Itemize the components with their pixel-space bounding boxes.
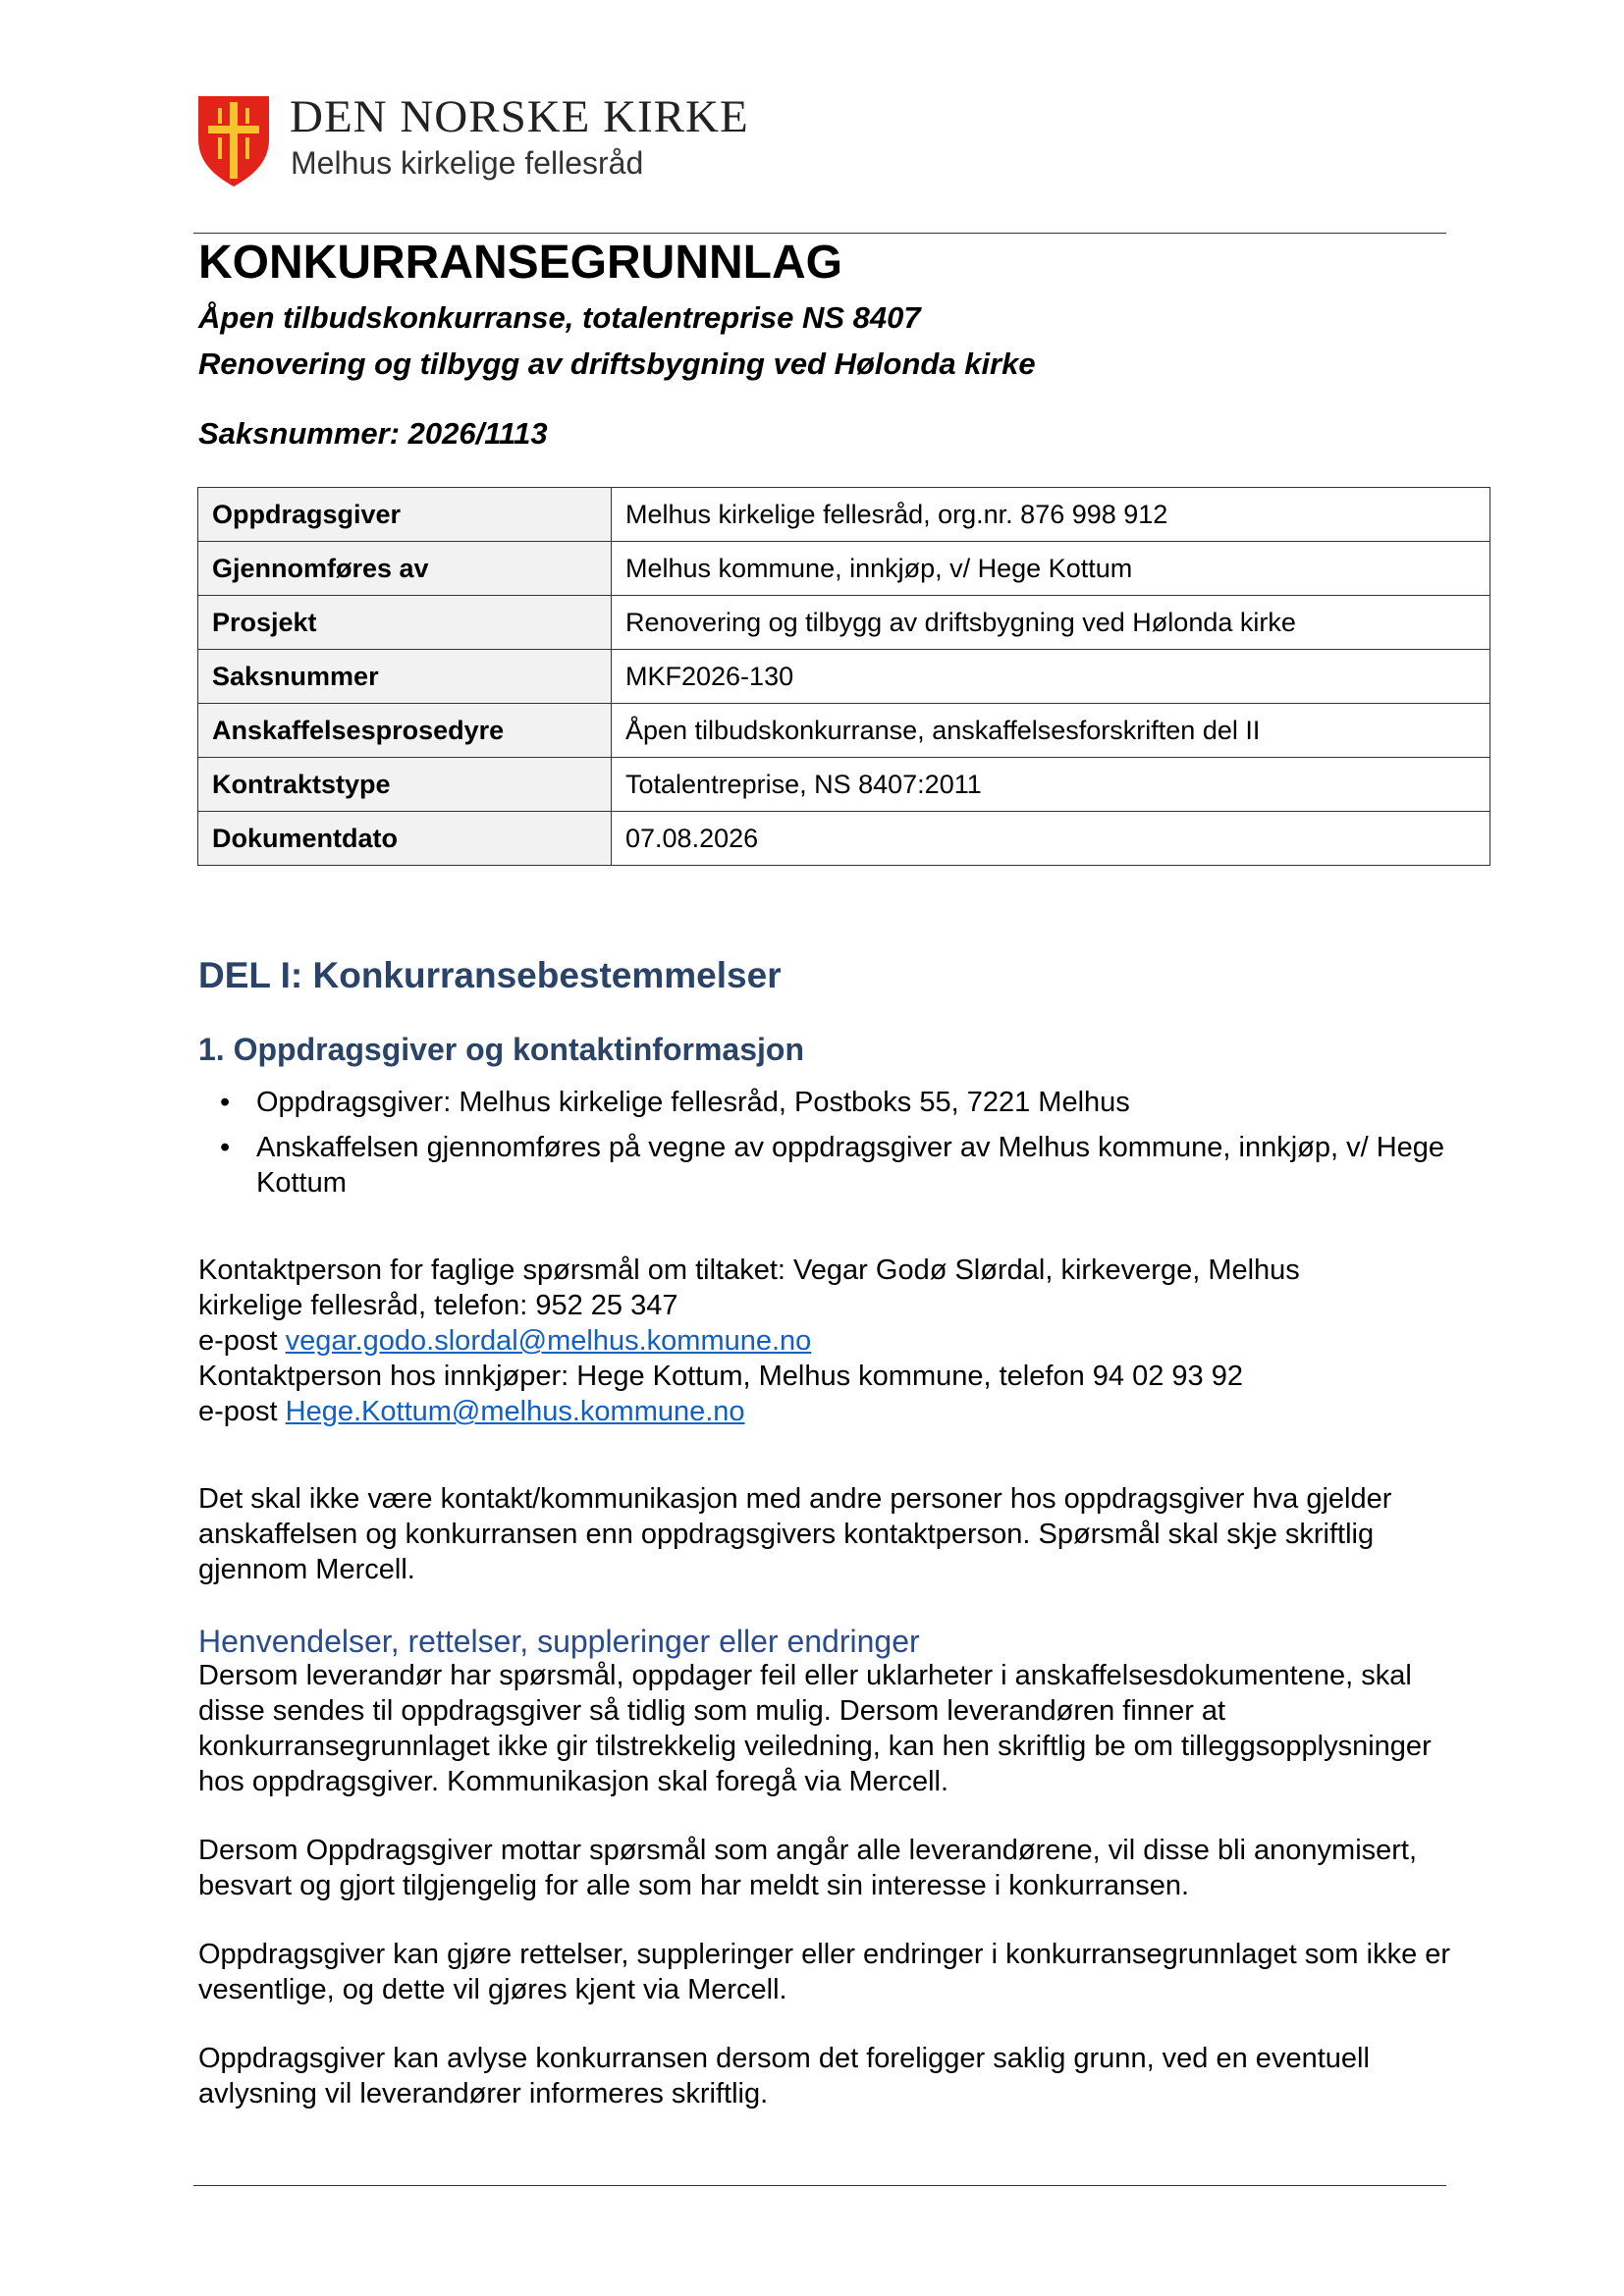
contact-block xyxy=(198,1253,1465,1429)
org-subtitle: Melhus kirkelige fellesråd xyxy=(291,145,644,181)
part-heading: DEL I: Konkurransebestemmelser xyxy=(198,955,782,995)
row-value: Åpen tilbudskonkurranse, anskaffelsesforskriften del II xyxy=(612,704,1490,758)
row-key: Prosjekt xyxy=(198,596,612,650)
row-value: Melhus kirkelige fellesråd, org.nr. 876 998 912 xyxy=(612,488,1490,542)
row-value: Renovering og tilbygg av driftsbygning ved Hølonda kirke xyxy=(612,596,1490,650)
email-line xyxy=(198,1323,1465,1359)
email-label: e-post xyxy=(198,1325,278,1357)
section-heading: 1. Oppdragsgiver og kontaktinformasjon xyxy=(198,1032,804,1067)
row-key: Dokumentdato xyxy=(198,812,612,866)
table-row xyxy=(198,704,1490,758)
table-row xyxy=(198,812,1490,866)
paragraph: Dersom Oppdragsgiver mottar spørsmål som angår alle leverandørene, vil disse bli anonymisert, besvart og gjort tilgjengelig for alle som har meldt sin interesse i konkurransen. xyxy=(198,1835,1418,1901)
table-row xyxy=(198,650,1490,704)
table-row xyxy=(198,758,1490,812)
row-key: Kontraktstype xyxy=(198,758,612,812)
subtitle-case-number: Saksnummer: 2026/1113 xyxy=(198,416,548,451)
row-value: 07.08.2026 xyxy=(612,812,1490,866)
contact-rule-paragraph: Det skal ikke være kontakt/kommunikasjon med andre personer hos oppdragsgiver hva gjelder anskaffelsen og konkurransen enn oppdragsgivers kontaktperson. Spørsmål skal skje skriftlig gjennom Mercell. xyxy=(198,1483,1392,1585)
footer-divider xyxy=(193,2185,1446,2186)
table-row xyxy=(198,488,1490,542)
paragraph: Oppdragsgiver kan avlyse konkurransen dersom det foreligger saklig grunn, ved en eventuell avlysning vil leverandører informeres skriftlig. xyxy=(198,2043,1370,2109)
list-item: • Oppdragsgiver: Melhus kirkelige fellesråd, Postboks 55, 7221 Melhus xyxy=(198,1085,1475,1120)
subsection-heading: Henvendelser, rettelser, suppleringer eller endringer xyxy=(198,1624,920,1659)
email-link-vegar[interactable]: vegar.godo.slordal@melhus.kommune.no xyxy=(285,1325,812,1357)
project-info-table xyxy=(197,487,1490,866)
subtitle-project: Renovering og tilbygg av driftsbygning ved Hølonda kirke xyxy=(198,347,1036,381)
contact-line: kirkelige fellesråd, telefon: 952 25 347 xyxy=(198,1290,678,1321)
email-link-hege[interactable]: Hege.Kottum@melhus.kommune.no xyxy=(285,1396,745,1427)
paragraph: Oppdragsgiver kan gjøre rettelser, suppleringer eller endringer i konkurransegrunnlaget som ikke er vesentlige, og dette vil gjøres kjent via Mercell. xyxy=(198,1939,1451,2005)
table-row xyxy=(198,596,1490,650)
contact-line: Kontaktperson hos innkjøper: Hege Kottum, Melhus kommune, telefon 94 02 93 92 xyxy=(198,1361,1243,1392)
row-key: Gjennomføres av xyxy=(198,542,612,596)
row-value: Melhus kommune, innkjøp, v/ Hege Kottum xyxy=(612,542,1490,596)
table-row xyxy=(198,542,1490,596)
header-divider xyxy=(193,233,1446,234)
paragraph: Dersom leverandør har spørsmål, oppdager feil eller uklarheter i anskaffelsesdokumentene, skal disse sendes til oppdragsgiver så tidlig som mulig. Dersom leverandøren finner at konkurransegrunnlaget ikke gir tilstrekkelig veiledning, kan hen skriftlig be om tilleggsopplysninger hos oppdragsgiver. Kommunikasjon skal foregå via Mercell. xyxy=(198,1660,1432,1797)
row-key: Oppdragsgiver xyxy=(198,488,612,542)
email-label: e-post xyxy=(198,1396,278,1427)
church-logo xyxy=(196,91,749,192)
email-line xyxy=(198,1394,1465,1429)
row-value: Totalentreprise, NS 8407:2011 xyxy=(612,758,1490,812)
contact-line: Kontaktperson for faglige spørsmål om tiltaket: Vegar Godø Slørdal, kirkeverge, Melhus xyxy=(198,1255,1300,1286)
church-shield-icon xyxy=(196,94,271,188)
org-name: DEN NORSKE KIRKE xyxy=(290,91,749,142)
row-key: Saksnummer xyxy=(198,650,612,704)
contact-bullet-list xyxy=(198,1085,1475,1210)
row-value: MKF2026-130 xyxy=(612,650,1490,704)
document-title: KONKURRANSEGRUNNLAG xyxy=(198,237,842,289)
subtitle-procedure: Åpen tilbudskonkurranse, totalentreprise NS 8407 xyxy=(198,300,921,335)
list-item: • Anskaffelsen gjennomføres på vegne av oppdragsgiver av Melhus kommune, innkjøp, v/ Hege Kottum xyxy=(198,1130,1475,1201)
row-key: Anskaffelsesprosedyre xyxy=(198,704,612,758)
